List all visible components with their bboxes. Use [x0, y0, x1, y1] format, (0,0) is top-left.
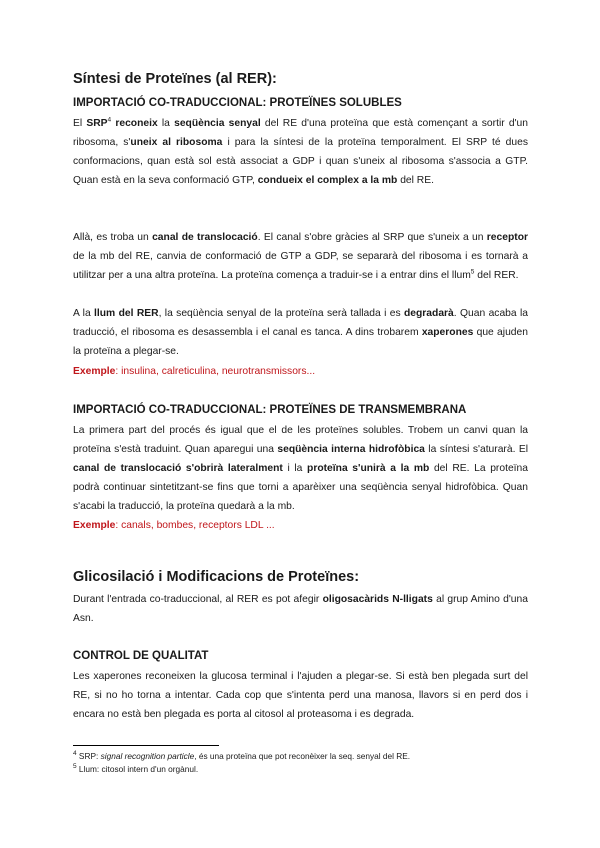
footnote-ref-5[interactable]: 5 — [470, 268, 475, 276]
footnote-ref-4[interactable]: 4 — [107, 116, 112, 124]
paragraph-quality-control: Les xaperones reconeixen la glucosa terminal i l'ajuden a plegar-se. Si està ben plegada surt del RE, si no ho torna a intentar. Cada cop que s'intenta perd una manosa, llavors si en perd dos i encara no està ben plegada es porta al citosol al proteasoma i es degrada. — [73, 671, 528, 721]
paragraph-rer-lumen: A la llum del RER, la seqüència senyal de la proteïna serà tallada i es degradarà. Quan acaba la traducció, el ribosoma es desassembla i el canal es tanca. A dins trobarem xaperones que ajuden la proteïna a plegar-se. — [73, 308, 528, 358]
section-title-glycosylation: Glicosilació i Modificacions de Proteïnes: — [73, 569, 360, 585]
section-title-protein-synthesis: Síntesi de Proteïnes (al RER): — [73, 71, 277, 87]
example-transmembrane: Exemple: canals, bombes, receptors LDL ... — [73, 520, 275, 531]
example-soluble: Exemple: insulina, calreticulina, neurotransmissors... — [73, 366, 316, 377]
paragraph-srp: El SRP$^4$ reconeix la seqüència senyal del RE d'una proteïna que està començant a sortir d'un ribosoma, s'uneix al ribosoma i para la síntesi de la proteïna temporalment. El SRP té dues conformacions, quan està sol està associat a GDP i quan s'uneix al ribosoma s'associa a GTP. Quan està en la seva conformació GTP, condueix el complex a la mb del RE. — [73, 116, 528, 187]
footnote-separator — [73, 745, 219, 746]
paragraph-translocation-channel: Allà, es troba un canal de translocació. El canal s'obre gràcies al SRP que s'uneix a un receptor de la mb del RE, canvia de conformació de GTP a GDP, se separarà del ribosoma i es tornarà a utilitzar per a una altra proteïna. La proteïna comença a traduir-se i a entrar dins el llum$^5$ del RER. — [73, 232, 528, 282]
heading-soluble-proteins: IMPORTACIÓ CO-TRADUCCIONAL: PROTEÏNES SOLUBLES — [73, 97, 402, 109]
paragraph-glycosylation: Durant l'entrada co-traduccional, al RER es pot afegir oligosacàrids N-lligats al grup Amino d'una Asn. — [73, 594, 528, 625]
footnote-5: $^5$ Llum: citosol intern d'un orgànul. — [73, 763, 199, 774]
heading-quality-control: CONTROL DE QUALITAT — [73, 650, 209, 662]
paragraph-transmembrane: La primera part del procés és igual que el de les proteïnes solubles. Trobem un canvi quan la proteïna s'està traduint. Quan aparegui una seqüència interna hidrofòbica la síntesi s'aturarà. El canal de translocació s'obrirà lateralment i la proteïna s'unirà a la mb del RE. La proteïna podrà continuar sintetitzant-se fins que torni a aparèixer una seqüència senyal hidrofòbica. Quan s'acabi la traducció, la proteïna quedarà a la mb. — [73, 425, 528, 513]
heading-transmembrane-proteins: IMPORTACIÓ CO-TRADUCCIONAL: PROTEÏNES DE TRANSMEMBRANA — [73, 404, 467, 416]
footnote-4: $^4$ SRP: signal recognition particle, és una proteïna que pot reconèixer la seq. senyal del RE. — [73, 750, 411, 761]
